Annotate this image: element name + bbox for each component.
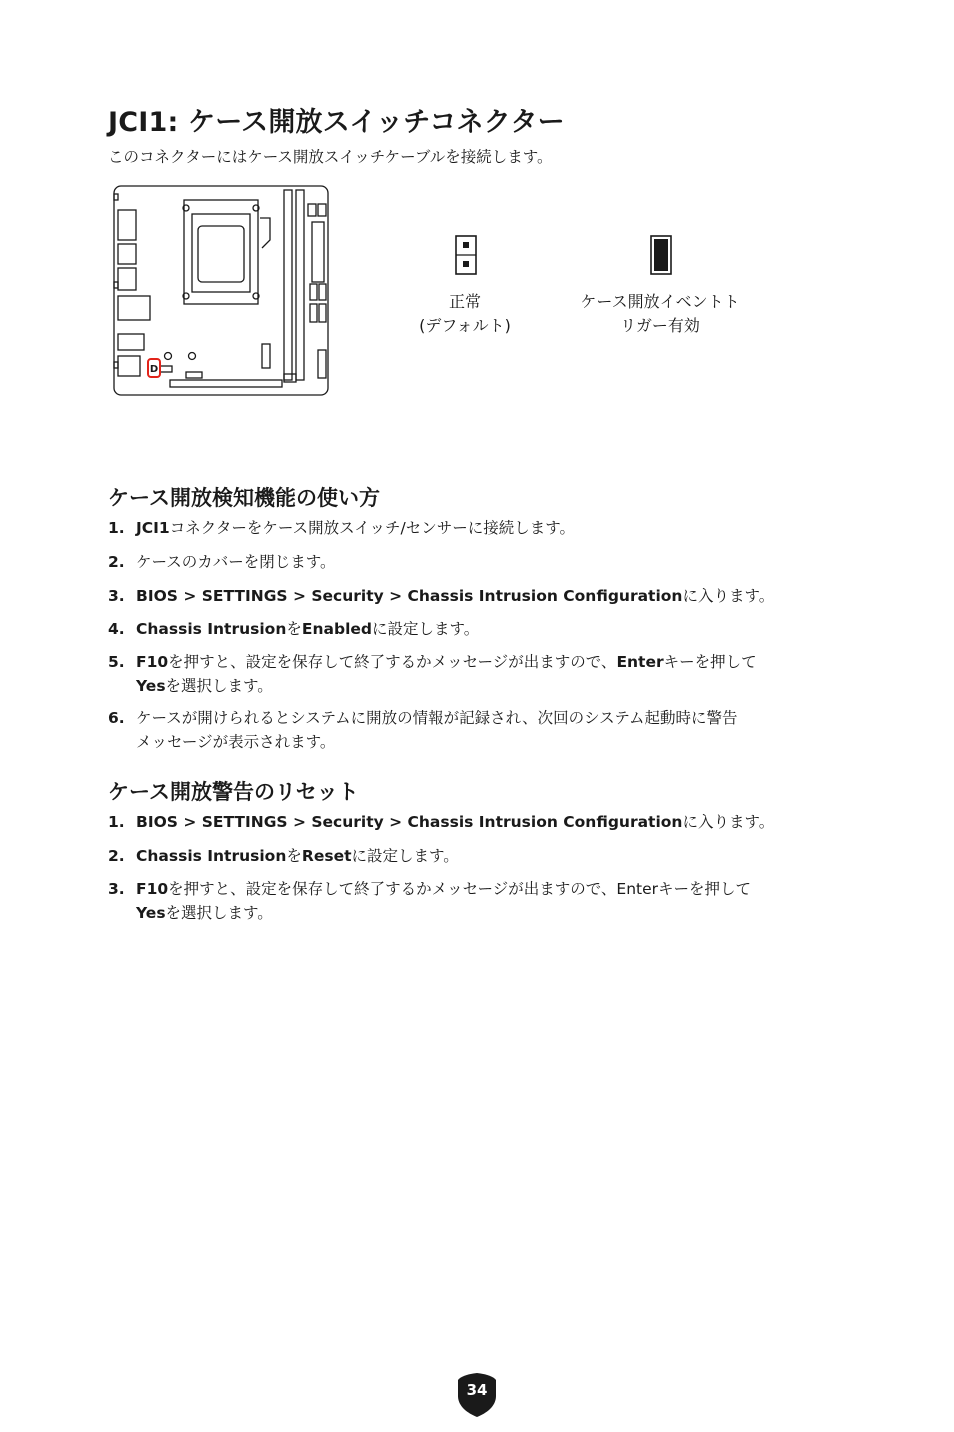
section1-title: ケース開放検知機能の使い方: [108, 486, 380, 510]
step-text: F10を押すと、設定を保存して終了するかメッセージが出ますので、Enterキーを押して Yesを選択します。: [136, 653, 757, 695]
page-number-badge: [457, 1372, 497, 1418]
section2-title: ケース開放警告のリセット: [108, 780, 359, 804]
page-title: JCI1: ケース開放スイッチコネクター: [108, 107, 565, 138]
step-number: 2.: [108, 553, 125, 571]
step-number: 6.: [108, 709, 125, 727]
step-number: 3.: [108, 880, 125, 898]
step-text: ケースが開けられるとシステムに開放の情報が記録され、次回のシステム起動時に警告 メッセージが表示されます。: [136, 709, 738, 751]
step-number: 5.: [108, 653, 125, 671]
step-text: ケースのカバーを閉じます。: [136, 553, 336, 571]
step-text: F10を押すと、設定を保存して終了するかメッセージが出ますので、Enterキーを押して Yesを選択します。: [136, 880, 752, 922]
step-number: 2.: [108, 847, 125, 865]
step-text: BIOS > SETTINGS > Security > Chassis Intrusion Configurationに入ります。: [136, 587, 775, 605]
step-number: 3.: [108, 587, 125, 605]
step-text: JCI1コネクターをケース開放スイッチ/センサーに接続します。: [136, 519, 575, 537]
step-number: 1.: [108, 519, 125, 537]
step-text: Chassis IntrusionをResetに設定します。: [136, 847, 459, 865]
step-number: 4.: [108, 620, 125, 638]
intro-text: このコネクターにはケース開放スイッチケーブルを接続します。: [108, 148, 553, 166]
normal-caption: 正常 (デフォルト): [419, 292, 511, 335]
motherboard-illustration: [112, 184, 330, 398]
triggered-caption: ケース開放イベントト リガー有効: [580, 292, 740, 335]
pin-triggered-diagram: [650, 235, 672, 275]
board-marker-label: D: [149, 364, 159, 375]
step-number: 1.: [108, 813, 125, 831]
step-text: Chassis IntrusionをEnabledに設定します。: [136, 620, 480, 638]
page-number: 34: [466, 1381, 488, 1399]
step-text: BIOS > SETTINGS > Security > Chassis Intrusion Configurationに入ります。: [136, 813, 775, 831]
pin-normal-diagram: [455, 235, 477, 275]
